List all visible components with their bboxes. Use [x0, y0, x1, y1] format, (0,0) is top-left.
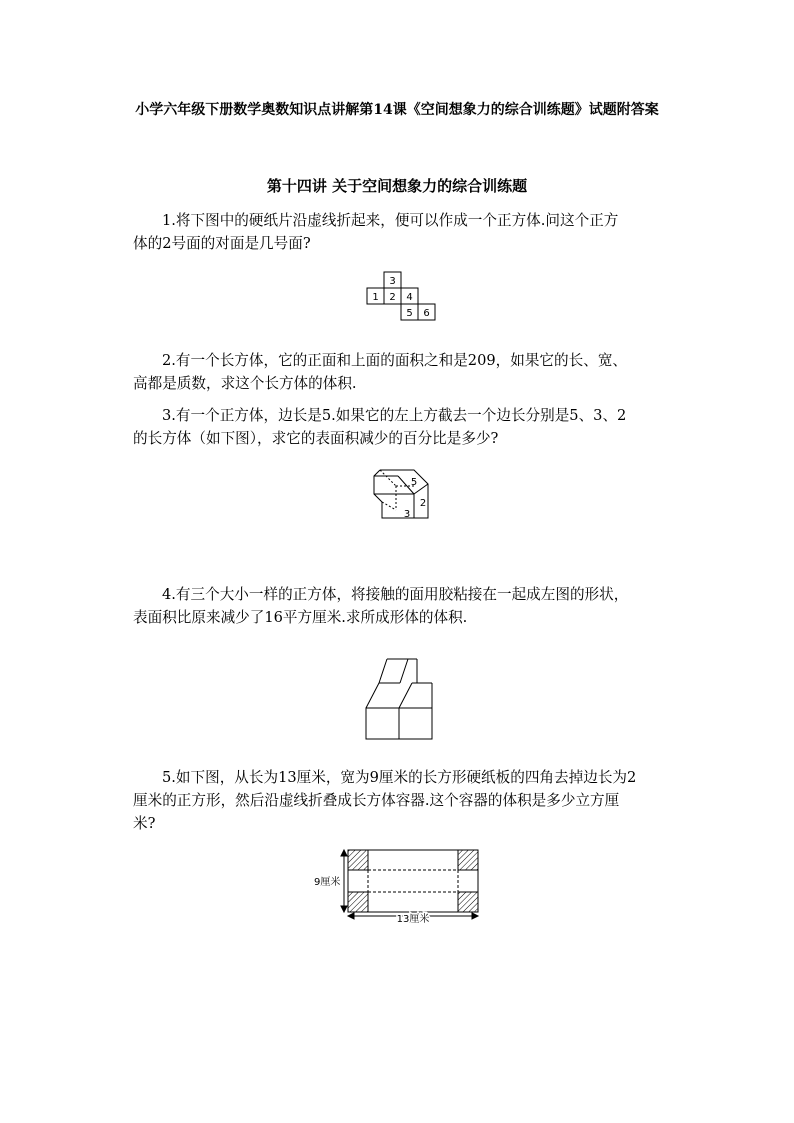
dimension-label: 3 — [403, 509, 411, 520]
cut-cube-figure — [370, 466, 440, 530]
net-face-label: 5 — [406, 308, 413, 319]
question-1-line-2: 体的2号面的对面是几号面? — [133, 235, 311, 252]
width-label: 9厘米 — [314, 877, 341, 888]
question-3 — [133, 404, 673, 450]
net-face-label: 3 — [389, 276, 396, 287]
question-2 — [133, 349, 673, 395]
net-face-label: 1 — [372, 292, 379, 303]
dimension-label: 2 — [419, 498, 427, 509]
question-4-line-1: 4.有三个大小一样的正方体，将接触的面用胶粘接在一起成左图的形状， — [162, 586, 629, 603]
question-5-line-2: 厘米的正方形，然后沿虚线折叠成长方体容器.这个容器的体积是多少立方厘 — [133, 792, 620, 809]
question-5-line-3: 米? — [133, 815, 156, 832]
question-4 — [133, 583, 673, 629]
question-5 — [133, 766, 673, 835]
net-face-label: 6 — [423, 308, 430, 319]
length-label: 13厘米 — [396, 914, 430, 925]
question-4-line-2: 表面积比原来减少了16平方厘米.求所成形体的体积. — [133, 609, 468, 626]
question-1-line-1: 1.将下图中的硬纸片沿虚线折起来，便可以作成一个正方体.问这个正方 — [162, 212, 619, 229]
question-3-line-1: 3.有一个正方体，边长是5.如果它的左上方截去一个边长分别是5、3、2 — [162, 407, 627, 424]
net-face-label: 2 — [389, 292, 396, 303]
section-title: 第十四讲 关于空间想象力的综合训练题 — [266, 177, 528, 195]
question-1 — [133, 209, 673, 255]
document-title: 小学六年级下册数学奥数知识点讲解第14课《空间想象力的综合训练题》试题附答案 — [135, 102, 659, 118]
cube-net-figure — [360, 268, 440, 324]
question-2-line-2: 高都是质数，求这个长方体的体积. — [133, 375, 357, 392]
cardboard-figure — [312, 842, 486, 926]
dimension-label: 5 — [410, 477, 418, 488]
three-cubes-figure — [360, 654, 440, 744]
net-face-label: 4 — [406, 292, 413, 303]
question-2-line-1: 2.有一个长方体，它的正面和上面的面积之和是209，如果它的长、宽、 — [162, 352, 628, 369]
question-3-line-2: 的长方体（如下图），求它的表面积减少的百分比是多少? — [133, 430, 499, 447]
question-5-line-1: 5.如下图，从长为13厘米，宽为9厘米的长方形硬纸板的四角去掉边长为2 — [162, 769, 637, 786]
